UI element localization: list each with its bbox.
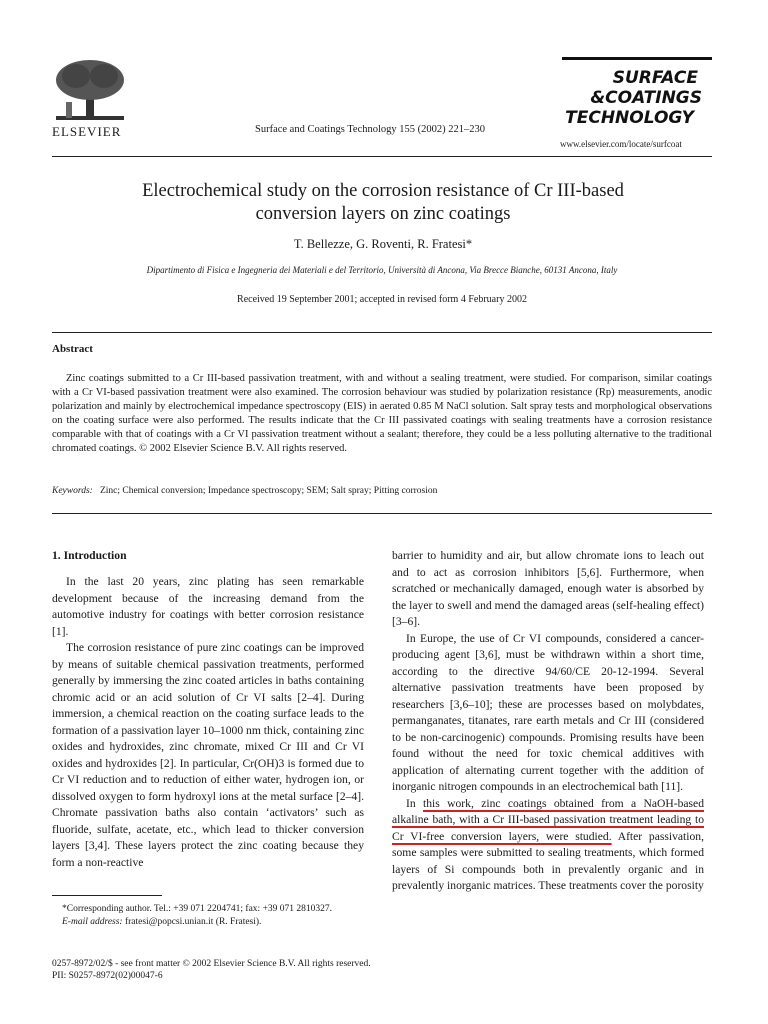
publisher-name: ELSEVIER: [52, 124, 122, 139]
email-address[interactable]: fratesi@popcsi.unian.it (R. Fratesi).: [124, 917, 262, 927]
journal-url[interactable]: www.elsevier.com/locate/surfcoat: [560, 139, 682, 149]
journal-citation: Surface and Coatings Technology 155 (2002) 221–230: [254, 124, 486, 135]
journal-logo-line-2: &COATINGS: [590, 88, 702, 108]
journal-logo-line-1: SURFACE: [612, 68, 698, 88]
section-heading-introduction: 1. Introduction: [52, 549, 127, 562]
affiliation: Dipartimento di Fisica e Ingegneria dei Materiali e del Territorio, Università di Ancona, Via Brecce Bianche, 60131 Ancona, Italy: [146, 265, 618, 275]
keywords-list: Zinc; Chemical conversion; Impedance spectroscopy; SEM; Salt spray; Pitting corrosion: [99, 486, 438, 496]
right-column: [392, 548, 704, 895]
intro-paragraph-2: The corrosion resistance of pure zinc coatings can be improved by means of suitable chemical passivation treatments, performed generally by immersing the zinc coated articles in baths containing chromic acid or an acid solution of Cr VI salts [2–4]. During immersion, a chemical reaction on the coating surface leads to the formation of a passivation layer 10–1000 nm thick, containing zinc oxides and hydroxides, zinc chromate, mixed Cr III and Cr VI oxides and hydroxides [2]. In particular, Cr(OH)3 is formed due to Cr VI reduction and to reduction of either water, hydrogen ion, or dissolved oxygen to form hydroxyl ions at the metal surface [2–4]. Chromate passivation baths also contain ‘activators’ such as fluoride, sulfate, acetate, etc., which lead to thicker conversion layers [3,4]. These layers protect the zinc coating because they form a non-reactive: [52, 641, 364, 869]
email-label: E-mail address:: [62, 917, 123, 927]
abstract-bottom-rule: [52, 513, 712, 514]
left-column: [52, 574, 364, 871]
highlighted-sentence: this work, zinc coatings obtained from a NaOH-based alkaline bath, with a Cr III-based passivation treatment leading to Cr VI-free conversion layers, were studied.: [392, 796, 704, 843]
para5-rest: After passivation, some samples were submitted to sealing treatments, which formed layers of Si compounds both in prevalently organic and in prevalently inorganic matrices. These treatments cover the porosity: [392, 829, 704, 892]
journal-logo-line-3: TECHNOLOGY: [565, 108, 694, 128]
email-line: [52, 916, 364, 929]
para5-start: In: [406, 796, 416, 810]
copyright-line-1: 0257-8972/02/$ - see front matter © 2002 Elsevier Science B.V. All rights reserved.: [52, 959, 371, 969]
title-line-1: Electrochemical study on the corrosion resistance of Cr III-based: [142, 181, 624, 201]
pii-line: PII: S0257-8972(02)00047-6: [52, 971, 163, 981]
footnote-rule: [52, 895, 162, 896]
corresponding-author: *Corresponding author. Tel.: +39 071 2204741; fax: +39 071 2810327.: [62, 904, 333, 914]
header-rule: [52, 156, 712, 157]
intro-paragraph-1: In the last 20 years, zinc plating has seen remarkable development because of the increasing demand from the automotive industry for coatings with better corrosion resistance [1].: [52, 575, 364, 638]
intro-paragraph-3: barrier to humidity and air, but allow chromate ions to leach out and to act as corrosion inhibitors [5,6]. Furthermore, when scratched or mechanically damaged, enough water is absorbed by the layer to swell and mend the damaged areas (self-healing effect) [3–6].: [392, 549, 704, 628]
keywords-label: Keywords:: [52, 486, 93, 496]
paper-title: [60, 180, 706, 226]
title-line-2: conversion layers on zinc coatings: [255, 204, 511, 224]
intro-paragraph-4: In Europe, the use of Cr VI compounds, considered a cancer-producing agent [3,6], must be withdrawn within a short time, according to the directive 94/60/CE 20-12-1994. Several alternative passivation treatments have been proposed by researchers [3,6–10]; these are processes based on molybdates, permanganates, titanates, rare earth metals and Cr III (considered to be non-carcinogenic) compounds. Promising results have been found without the need for toxic chemical additives with application of alternating current together with the addition of inorganic nitrogen compounds in an electrochemical bath [11].: [392, 631, 704, 793]
copyright-notice: [52, 958, 371, 982]
received-dates: Received 19 September 2001; accepted in revised form 4 February 2002: [237, 294, 527, 305]
keywords: [52, 486, 712, 496]
author-list: T. Bellezze, G. Roventi, R. Fratesi*: [293, 237, 473, 251]
intro-paragraph-5: [392, 796, 704, 895]
abstract-text: Zinc coatings submitted to a Cr III-based passivation treatment, with and without a sealing treatment, were studied. For comparison, similar coatings with a Cr VI-based passivation treatment were also examined. The corrosion behaviour was studied by polarization resistance (Rp) measurements, anodic polarization and mainly by electrochemical impedance spectroscopy (EIS) in aerated 0.85 M NaCl solution. Salt spray tests and morphological observations on the coating surface were also performed. The results indicate that the Cr III passivated coatings with sealing treatments have a corrosion resistance comparable with that of coatings with a Cr VI passivation treatment without a sealant; therefore, they could be a less polluting alternative to the traditional chromated coatings. © 2002 Elsevier Science B.V. All rights reserved.: [52, 373, 712, 454]
abstract-heading: Abstract: [52, 343, 93, 355]
abstract-top-rule: [52, 332, 712, 333]
footnote: [52, 903, 364, 929]
journal-logo: [562, 55, 712, 135]
